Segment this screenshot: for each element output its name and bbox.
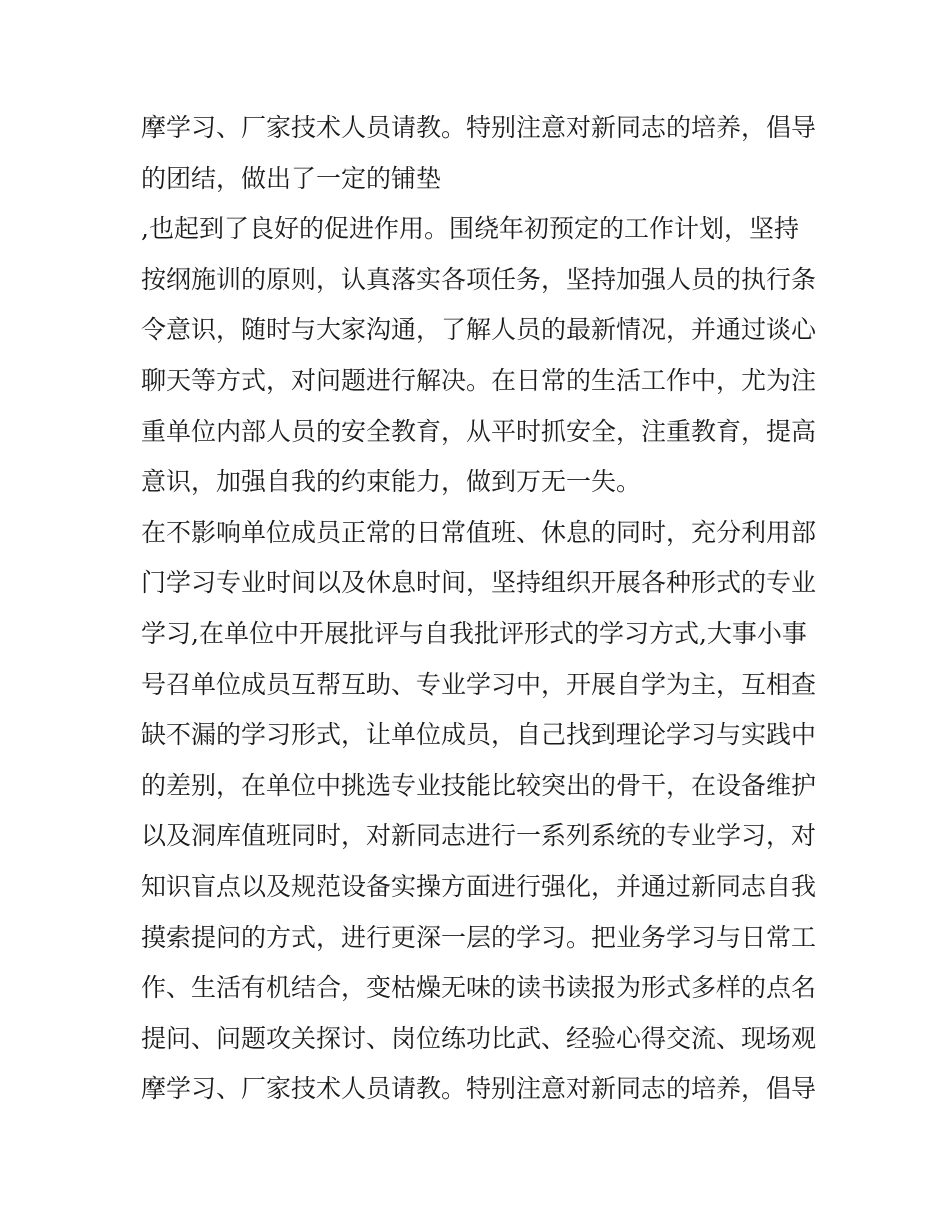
text-line: 摸索提问的方式，进行更深一层的学习。把业务学习与日常工 <box>141 922 817 952</box>
text-line: 摩学习、厂家技术人员请教。特别注意对新同志的培养，倡导 <box>141 1074 817 1104</box>
text-line: 令意识，随时与大家沟通，了解人员的最新情况，并通过谈心 <box>141 315 817 345</box>
text-line: 号召单位成员互帮互助、专业学习中，开展自学为主，互相查 <box>141 669 817 699</box>
text-line: 缺不漏的学习形式，让单位成员，自己找到理论学习与实践中 <box>141 720 817 750</box>
text-line: 按纲施训的原则，认真落实各项任务，坚持加强人员的执行条 <box>141 264 817 294</box>
text-line: 在不影响单位成员正常的日常值班、休息的同时，充分利用部 <box>141 517 817 547</box>
body-text <box>141 103 821 1115</box>
text-line: 作、生活有机结合，变枯燥无味的读书读报为形式多样的点名 <box>141 973 817 1003</box>
text-line: 学习,在单位中开展批评与自我批评形式的学习方式,大事小事 <box>141 618 807 648</box>
text-line: 以及洞库值班同时，对新同志进行一系列系统的专业学习，对 <box>141 821 817 851</box>
text-line: 门学习专业时间以及休息时间，坚持组织开展各种形式的专业 <box>141 568 817 598</box>
text-line: 重单位内部人员的安全教育，从平时抓安全，注重教育，提高 <box>141 416 817 446</box>
text-line: ,也起到了良好的促进作用。围绕年初预定的工作计划，坚持 <box>141 214 799 244</box>
text-line: 知识盲点以及规范设备实操方面进行强化，并通过新同志自我 <box>141 871 817 901</box>
text-line: 的差别，在单位中挑选专业技能比较突出的骨干，在设备维护 <box>141 770 817 800</box>
text-line: 意识，加强自我的约束能力，做到万无一失。 <box>141 467 642 497</box>
text-line: 提问、问题攻关探讨、岗位练功比武、经验心得交流、现场观 <box>141 1023 817 1053</box>
text-line: 的团结，做出了一定的铺垫 <box>141 163 442 193</box>
text-line: 聊天等方式，对问题进行解决。在日常的生活工作中，尤为注 <box>141 365 817 395</box>
text-line: 摩学习、厂家技术人员请教。特别注意对新同志的培养，倡导 <box>141 113 817 142</box>
